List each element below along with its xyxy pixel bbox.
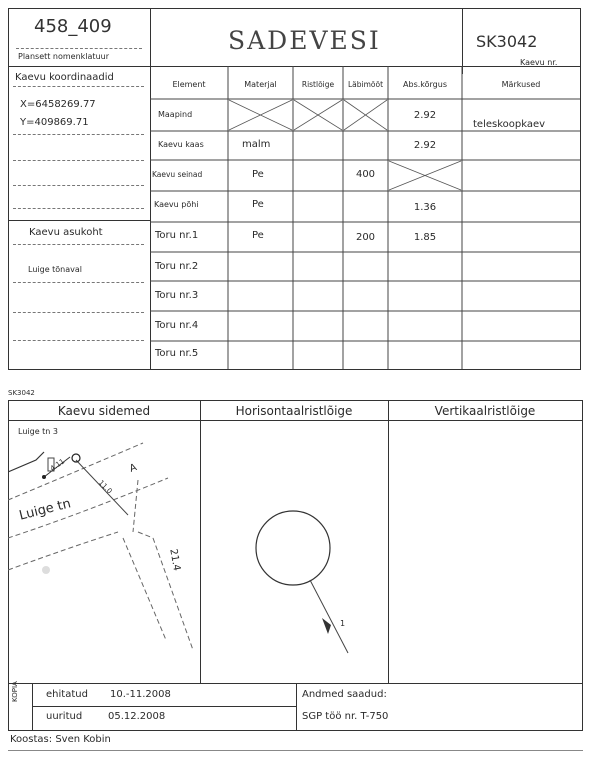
author: Koostas: Sven Kobin xyxy=(10,734,111,745)
coordinate-x: X=6458269.77 xyxy=(20,99,96,110)
header-material: Materjal xyxy=(244,80,277,89)
header-diameter: Läbimõõt xyxy=(347,80,384,89)
row-height: 2.92 xyxy=(413,110,437,121)
col-heading-vertical: Vertikaalristlõige xyxy=(434,404,536,418)
row-element: Toru nr.1 xyxy=(155,230,199,241)
location-value: Luige tõnaval xyxy=(28,265,83,274)
row-diameter: 400 xyxy=(355,169,376,180)
col-heading-horizontal: Horisontaalristlõige xyxy=(235,404,353,418)
coordinate-y: Y=409869.71 xyxy=(20,117,89,128)
built-value: 10.-11.2008 xyxy=(110,689,171,700)
location-title: Kaevu asukoht xyxy=(29,227,103,238)
label-a: A xyxy=(128,462,139,475)
row-material: malm xyxy=(242,139,271,150)
row-element: Maapind xyxy=(158,110,193,119)
dimension-label-2: 11.0 xyxy=(96,478,114,496)
street-top-label: Luige tn 3 xyxy=(18,427,58,436)
coordinates-title: Kaevu koordinaadid xyxy=(15,72,114,83)
row-element: Toru nr.5 xyxy=(155,348,199,359)
horizontal-section xyxy=(200,420,388,683)
well-table-grid xyxy=(0,0,595,380)
row-element: Toru nr.2 xyxy=(155,261,199,272)
row-material: Pe xyxy=(252,199,264,210)
header-notes: Märkused xyxy=(501,80,541,89)
well-id-label: Kaevu nr. xyxy=(520,58,558,67)
map-nomenclature-label: Plansett nomenklatuur xyxy=(18,52,109,61)
row-notes: teleskoopkaev xyxy=(473,119,546,130)
sheet-reference: SK3042 xyxy=(8,389,35,397)
header-section: Ristlõige xyxy=(301,80,335,89)
map-nomenclature-value: 458_409 xyxy=(34,16,112,37)
surveyed-value: 05.12.2008 xyxy=(108,711,166,722)
copy-label: KOPIA xyxy=(11,681,19,702)
row-height: 1.36 xyxy=(413,202,437,213)
header-element: Element xyxy=(172,80,206,89)
street-name-label: Luige tn xyxy=(17,496,73,524)
header-height: Abs.kõrgus xyxy=(403,80,447,89)
row-element: Toru nr.4 xyxy=(155,320,199,331)
document-title: SADEVESI xyxy=(228,26,381,55)
row-diameter: 200 xyxy=(355,232,376,243)
row-height: 2.92 xyxy=(413,140,437,151)
row-height: 1.85 xyxy=(413,232,437,243)
well-id: SK3042 xyxy=(476,32,538,51)
pipe-number-label: 1 xyxy=(340,619,346,628)
data-source-title: Andmed saadud: xyxy=(302,689,387,700)
row-element: Kaevu põhi xyxy=(154,200,199,209)
row-element: Toru nr.3 xyxy=(155,290,199,301)
row-element: Kaevu kaas xyxy=(158,140,204,149)
row-element: Kaevu seinad xyxy=(152,170,203,179)
surveyed-label: uuritud xyxy=(46,711,83,722)
row-material: Pe xyxy=(252,230,264,241)
dimension-label-1: 4.11 xyxy=(48,457,67,473)
dimension-label-3: 21.4 xyxy=(167,547,182,572)
col-heading-links: Kaevu sidemed xyxy=(57,404,151,418)
data-source-value: SGP töö nr. T-750 xyxy=(302,711,389,722)
row-material: Pe xyxy=(252,169,264,180)
built-label: ehitatud xyxy=(46,689,88,700)
